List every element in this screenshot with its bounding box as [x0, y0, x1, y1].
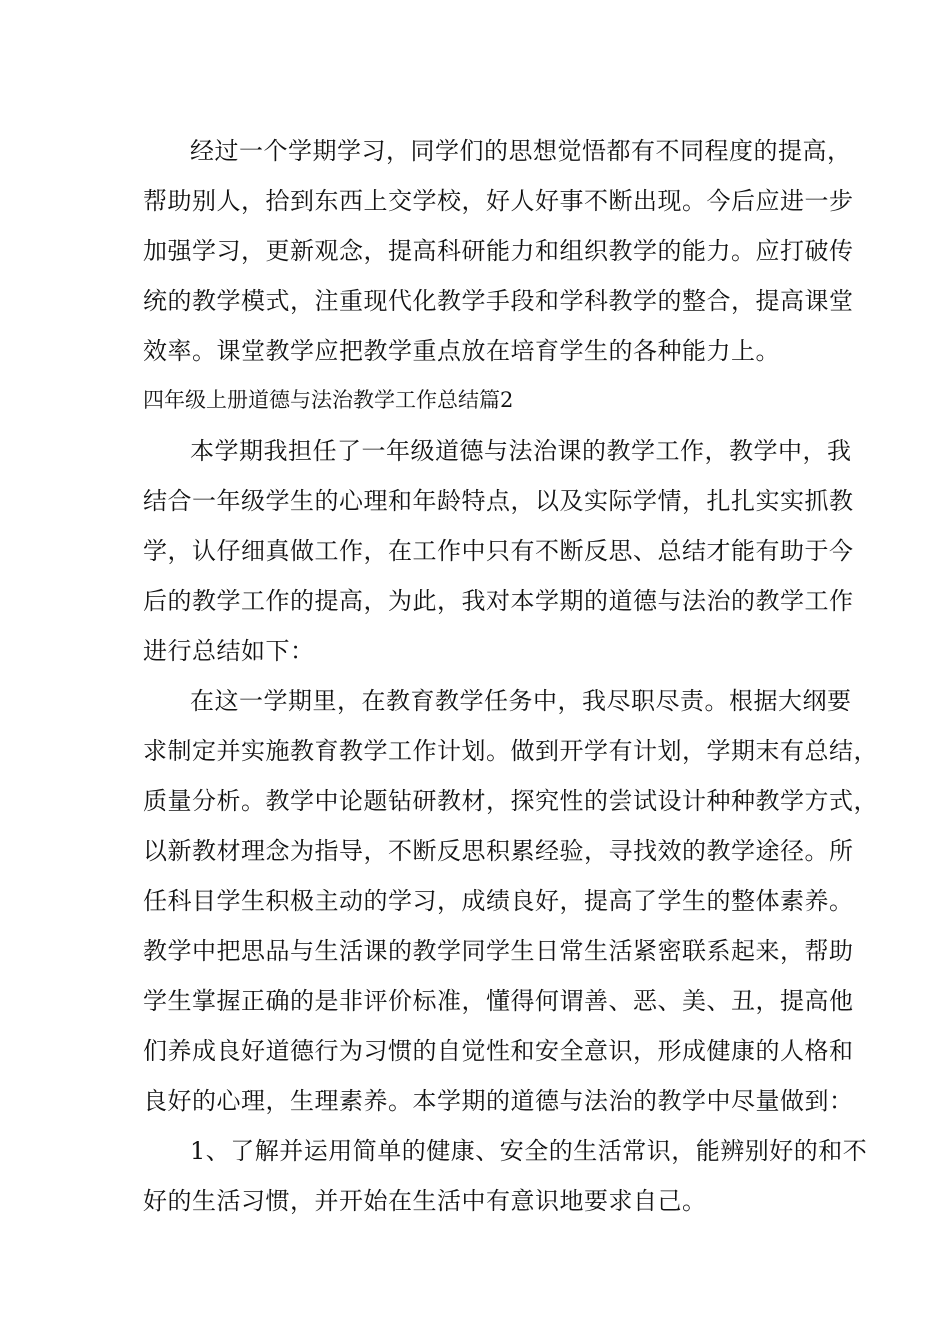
- paragraph-line: 质量分析。教学中论题钻研教材，探究性的尝试设计种种教学方式，: [143, 787, 878, 815]
- paragraph-line: 效率。课堂教学应把教学重点放在培育学生的各种能力上。: [143, 337, 780, 365]
- paragraph-line: 在这一学期里，在教育教学任务中，我尽职尽责。根据大纲要: [190, 687, 852, 715]
- section-heading: 四年级上册道德与法治教学工作总结篇2: [143, 388, 514, 412]
- paragraph-line: 加强学习，更新观念，提高科研能力和组织教学的能力。应打破传: [143, 237, 854, 265]
- paragraph-line: 教学中把思品与生活课的教学同学生日常生活紧密联系起来，帮助: [143, 937, 854, 965]
- paragraph-line: 学，认仔细真做工作，在工作中只有不断反思、总结才能有助于今: [143, 537, 854, 565]
- paragraph-line: 统的教学模式，注重现代化教学手段和学科教学的整合，提高课堂: [143, 287, 854, 315]
- paragraph-line: 经过一个学期学习，同学们的思想觉悟都有不同程度的提高，: [190, 137, 852, 165]
- paragraph-line: 进行总结如下：: [143, 637, 315, 665]
- paragraph-line: 学生掌握正确的是非评价标准，懂得何谓善、恶、美、丑，提高他: [143, 987, 854, 1015]
- paragraph-line: 1、了解并运用简单的健康、安全的生活常识，能辨别好的和不: [190, 1137, 868, 1165]
- paragraph-line: 求制定并实施教育教学工作计划。做到开学有计划，学期末有总结，: [143, 737, 878, 765]
- paragraph-line: 后的教学工作的提高，为此，我对本学期的道德与法治的教学工作: [143, 587, 854, 615]
- paragraph-line: 任科目学生积极主动的学习，成绩良好，提高了学生的整体素养。: [143, 887, 854, 915]
- paragraph-line: 本学期我担任了一年级道德与法治课的教学工作，教学中，我: [190, 437, 852, 465]
- paragraph-line: 们养成良好道德行为习惯的自觉性和安全意识，形成健康的人格和: [143, 1037, 854, 1065]
- paragraph-line: 好的生活习惯，并开始在生活中有意识地要求自己。: [143, 1187, 707, 1215]
- paragraph-line: 结合一年级学生的心理和年龄特点，以及实际学情，扎扎实实抓教: [143, 487, 854, 515]
- paragraph-line: 良好的心理，生理素养。本学期的道德与法治的教学中尽量做到：: [143, 1087, 854, 1115]
- paragraph-line: 帮助别人，拾到东西上交学校，好人好事不断出现。今后应进一步: [143, 187, 854, 215]
- paragraph-line: 以新教材理念为指导，不断反思积累经验，寻找效的教学途径。所: [143, 837, 854, 865]
